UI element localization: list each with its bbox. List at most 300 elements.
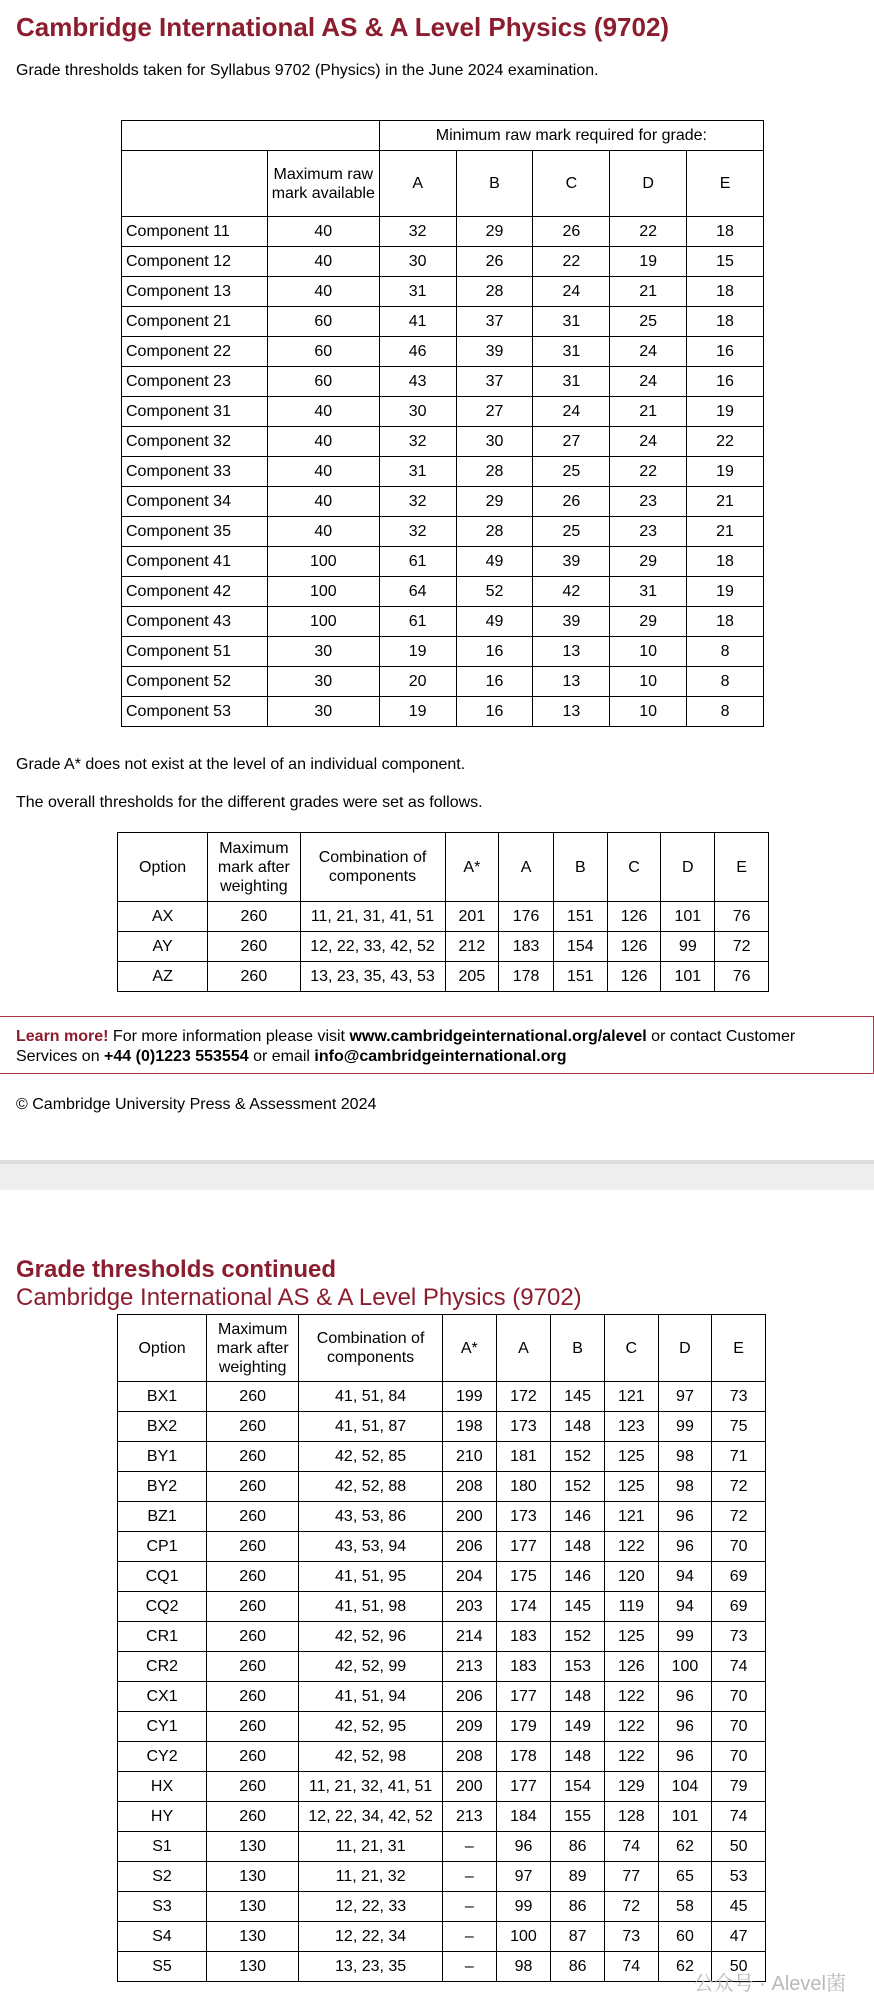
table-cell: S3: [118, 1892, 207, 1922]
table-cell: 18: [687, 307, 764, 337]
table-cell: 96: [496, 1832, 551, 1862]
table-cell: 18: [687, 547, 764, 577]
table-cell: 69: [712, 1562, 766, 1592]
table-cell: 86: [551, 1952, 605, 1982]
table-cell: 43: [379, 367, 456, 397]
grade-header: D: [610, 151, 687, 217]
table-cell: BX2: [118, 1412, 207, 1442]
table-cell: 22: [610, 217, 687, 247]
table-row: [122, 457, 764, 487]
table-cell: AX: [118, 902, 208, 932]
table-cell: 62: [658, 1832, 712, 1862]
table-cell: 19: [379, 697, 456, 727]
table-cell: 101: [658, 1802, 712, 1832]
table-cell: CR2: [118, 1652, 207, 1682]
table-cell: 183: [496, 1652, 551, 1682]
table-cell: 125: [604, 1472, 658, 1502]
table-cell: 208: [442, 1742, 496, 1772]
table-row: [122, 337, 764, 367]
table-cell: CQ2: [118, 1592, 207, 1622]
table-cell: 42, 52, 88: [299, 1472, 443, 1502]
table-cell: 22: [533, 247, 610, 277]
table-cell: 152: [551, 1472, 605, 1502]
column-header: Option: [118, 833, 208, 902]
table-cell: 126: [604, 1652, 658, 1682]
table-cell: 28: [456, 457, 533, 487]
table-cell: 40: [267, 247, 379, 277]
table-cell: 77: [604, 1862, 658, 1892]
table-cell: 62: [658, 1952, 712, 1982]
table-cell: Component 41: [122, 547, 268, 577]
column-header: Combination of components: [299, 1315, 443, 1382]
table-cell: S5: [118, 1952, 207, 1982]
overall-thresholds-table: [117, 832, 769, 992]
table-row: [118, 1682, 766, 1712]
column-header: A: [499, 833, 554, 902]
table-cell: 99: [658, 1412, 712, 1442]
table-cell: 13, 23, 35: [299, 1952, 443, 1982]
table-cell: 260: [207, 1472, 299, 1502]
info-text: or contact Customer Services on: [16, 1028, 796, 1065]
table-cell: 89: [551, 1862, 605, 1892]
table-row: [118, 1442, 766, 1472]
table-cell: 43, 53, 86: [299, 1502, 443, 1532]
column-header: A*: [442, 1315, 496, 1382]
table-cell: 177: [496, 1682, 551, 1712]
watermark-text: 公众号 · Alevel菌: [693, 1973, 846, 1995]
table-cell: 122: [604, 1742, 658, 1772]
table-cell: 21: [687, 487, 764, 517]
learn-more-label: Learn more!: [16, 1028, 109, 1045]
table-cell: 16: [687, 337, 764, 367]
table-cell: 260: [207, 1532, 299, 1562]
table-cell: 49: [456, 607, 533, 637]
table-cell: 45: [712, 1892, 766, 1922]
table-cell: 24: [610, 367, 687, 397]
table-cell: 40: [267, 457, 379, 487]
table-cell: CP1: [118, 1532, 207, 1562]
table-cell: 260: [207, 1682, 299, 1712]
table-cell: 209: [442, 1712, 496, 1742]
table-cell: 260: [207, 1652, 299, 1682]
table-cell: 101: [661, 902, 715, 932]
table-cell: Component 34: [122, 487, 268, 517]
table-cell: Component 43: [122, 607, 268, 637]
table-cell: 42, 52, 99: [299, 1652, 443, 1682]
table-cell: 43, 53, 94: [299, 1532, 443, 1562]
table-cell: 31: [533, 337, 610, 367]
table-cell: 126: [607, 932, 661, 962]
table-cell: 27: [456, 397, 533, 427]
table-cell: 94: [658, 1592, 712, 1622]
table-cell: 32: [379, 517, 456, 547]
table-cell: 199: [442, 1382, 496, 1412]
table-cell: BX1: [118, 1382, 207, 1412]
table-cell: 73: [712, 1622, 766, 1652]
table-cell: 50: [712, 1952, 766, 1982]
table-cell: 13: [533, 667, 610, 697]
table-cell: 148: [551, 1682, 605, 1712]
table-row: [118, 1502, 766, 1532]
table-cell: 125: [604, 1442, 658, 1472]
table-cell: 178: [499, 962, 554, 992]
table-cell: 122: [604, 1532, 658, 1562]
table-cell: AZ: [118, 962, 208, 992]
table-cell: 64: [379, 577, 456, 607]
table-cell: 58: [658, 1892, 712, 1922]
table-cell: 130: [207, 1862, 299, 1892]
table-cell: 101: [661, 962, 715, 992]
table-cell: 41, 51, 94: [299, 1682, 443, 1712]
table-row: [118, 1472, 766, 1502]
table-cell: 98: [658, 1442, 712, 1472]
table-cell: 151: [553, 902, 607, 932]
table-cell: 13, 23, 35, 43, 53: [300, 962, 445, 992]
column-header: C: [607, 833, 661, 902]
table-cell: AY: [118, 932, 208, 962]
table-cell: 27: [533, 427, 610, 457]
table-cell: 11, 21, 32: [299, 1862, 443, 1892]
table-cell: 25: [610, 307, 687, 337]
empty-corner-cell: [122, 121, 380, 151]
table-cell: 40: [267, 517, 379, 547]
table-cell: 19: [687, 577, 764, 607]
table-cell: 214: [442, 1622, 496, 1652]
table-cell: 30: [379, 397, 456, 427]
table-cell: 121: [604, 1502, 658, 1532]
table-cell: 96: [658, 1502, 712, 1532]
document-title: Cambridge International AS & A Level Physics (9702): [16, 12, 670, 42]
table-cell: 30: [456, 427, 533, 457]
table-cell: 180: [496, 1472, 551, 1502]
table-cell: 205: [445, 962, 499, 992]
table-cell: 94: [658, 1562, 712, 1592]
table-cell: BZ1: [118, 1502, 207, 1532]
table-cell: 206: [442, 1532, 496, 1562]
table-cell: 96: [658, 1532, 712, 1562]
table-cell: 21: [610, 397, 687, 427]
overall-header-row: [118, 833, 769, 902]
table-cell: 11, 21, 31: [299, 1832, 443, 1862]
table-cell: 24: [610, 337, 687, 367]
empty-name-header: [122, 151, 268, 217]
table-row: [118, 1862, 766, 1892]
table-cell: 11, 21, 31, 41, 51: [300, 902, 445, 932]
table-cell: Component 42: [122, 577, 268, 607]
table-row: [122, 577, 764, 607]
table-cell: 15: [687, 247, 764, 277]
website-link[interactable]: www.cambridgeinternational.org/alevel: [349, 1028, 647, 1045]
table-cell: 47: [712, 1922, 766, 1952]
table-cell: Component 13: [122, 277, 268, 307]
table-cell: 50: [712, 1832, 766, 1862]
table-cell: 29: [456, 217, 533, 247]
table-cell: 40: [267, 397, 379, 427]
table-cell: 39: [533, 607, 610, 637]
table-cell: 40: [267, 427, 379, 457]
table-cell: 154: [553, 932, 607, 962]
table-cell: 153: [551, 1652, 605, 1682]
table-cell: CR1: [118, 1622, 207, 1652]
table-cell: 37: [456, 367, 533, 397]
table-cell: 96: [658, 1682, 712, 1712]
page-2: [0, 1190, 874, 2012]
table-cell: 86: [551, 1892, 605, 1922]
table-cell: Component 32: [122, 427, 268, 457]
table-cell: 213: [442, 1802, 496, 1832]
table-cell: CY2: [118, 1742, 207, 1772]
continued-title: Grade thresholds continued: [16, 1256, 337, 1283]
table-cell: 86: [551, 1832, 605, 1862]
table-cell: 173: [496, 1502, 551, 1532]
table-cell: 65: [658, 1862, 712, 1892]
learn-more-box: [0, 1016, 874, 1074]
table-cell: 71: [712, 1442, 766, 1472]
table-cell: 154: [551, 1772, 605, 1802]
component-table-body: [122, 217, 764, 727]
table-cell: 8: [687, 637, 764, 667]
table-cell: Component 51: [122, 637, 268, 667]
table-cell: S4: [118, 1922, 207, 1952]
table-cell: 25: [533, 517, 610, 547]
table-cell: 96: [658, 1742, 712, 1772]
grade-header: E: [687, 151, 764, 217]
table-cell: 19: [379, 637, 456, 667]
table-cell: 152: [551, 1442, 605, 1472]
table-cell: Component 22: [122, 337, 268, 367]
table-cell: Component 52: [122, 667, 268, 697]
table-cell: 210: [442, 1442, 496, 1472]
table-cell: 16: [456, 697, 533, 727]
table-cell: 60: [658, 1922, 712, 1952]
table-row: [118, 1802, 766, 1832]
table-cell: 42: [533, 577, 610, 607]
table-cell: 149: [551, 1712, 605, 1742]
table-cell: 74: [712, 1652, 766, 1682]
table-cell: CQ1: [118, 1562, 207, 1592]
column-header: Option: [118, 1315, 207, 1382]
table-cell: 126: [607, 902, 661, 932]
table-row: [118, 1562, 766, 1592]
table-cell: 25: [533, 457, 610, 487]
table-cell: 46: [379, 337, 456, 367]
table-row: [118, 1952, 766, 1982]
table-cell: S2: [118, 1862, 207, 1892]
table-cell: 183: [496, 1622, 551, 1652]
table-cell: 21: [687, 517, 764, 547]
table-row: [118, 1592, 766, 1622]
table-cell: Component 35: [122, 517, 268, 547]
table-cell: HY: [118, 1802, 207, 1832]
overall-table-body: [118, 902, 769, 992]
table-cell: 29: [610, 547, 687, 577]
table-cell: 70: [712, 1682, 766, 1712]
table-cell: 49: [456, 547, 533, 577]
column-header: Combination of components: [300, 833, 445, 902]
table-cell: 146: [551, 1562, 605, 1592]
table-cell: Component 23: [122, 367, 268, 397]
table-cell: 16: [456, 667, 533, 697]
table-cell: 30: [267, 697, 379, 727]
table-row: [118, 902, 769, 932]
table-cell: S1: [118, 1832, 207, 1862]
table-cell: 172: [496, 1382, 551, 1412]
overall-note: The overall thresholds for the different grades were set as follows.: [16, 794, 483, 811]
table-cell: CY1: [118, 1712, 207, 1742]
table-row: [118, 1412, 766, 1442]
table-cell: 146: [551, 1502, 605, 1532]
table-cell: 41, 51, 98: [299, 1592, 443, 1622]
table-cell: 70: [712, 1532, 766, 1562]
table-cell: 260: [208, 902, 300, 932]
table-cell: 72: [712, 1472, 766, 1502]
table-cell: CX1: [118, 1682, 207, 1712]
table-cell: 26: [533, 217, 610, 247]
table-cell: 42, 52, 95: [299, 1712, 443, 1742]
table-cell: 260: [207, 1592, 299, 1622]
table-row: [122, 487, 764, 517]
table-cell: 42, 52, 98: [299, 1742, 443, 1772]
info-text: or email: [248, 1048, 315, 1065]
table-cell: 126: [607, 962, 661, 992]
table-cell: 8: [687, 667, 764, 697]
table-cell: 70: [712, 1712, 766, 1742]
table-cell: 175: [496, 1562, 551, 1592]
table-cell: 99: [658, 1622, 712, 1652]
astar-note: Grade A* does not exist at the level of an individual component.: [16, 756, 466, 773]
table-cell: 73: [604, 1922, 658, 1952]
table-cell: 19: [610, 247, 687, 277]
page-separator: [0, 1160, 874, 1190]
table-cell: 61: [379, 607, 456, 637]
table-cell: 13: [533, 637, 610, 667]
copyright-text: © Cambridge University Press & Assessment 2024: [16, 1096, 377, 1113]
table-cell: 130: [207, 1922, 299, 1952]
table-cell: 19: [687, 397, 764, 427]
column-header: C: [604, 1315, 658, 1382]
table-cell: 32: [379, 487, 456, 517]
table-cell: 41, 51, 95: [299, 1562, 443, 1592]
table-cell: 208: [442, 1472, 496, 1502]
table-cell: 198: [442, 1412, 496, 1442]
table-row: [122, 427, 764, 457]
email-link[interactable]: info@cambridgeinternational.org: [314, 1048, 567, 1065]
table-cell: 10: [610, 667, 687, 697]
table-cell: 31: [379, 457, 456, 487]
table-cell: 200: [442, 1502, 496, 1532]
table-cell: 128: [604, 1802, 658, 1832]
table-cell: 260: [207, 1742, 299, 1772]
table-row: [122, 217, 764, 247]
column-header: E: [715, 833, 769, 902]
table-cell: 174: [496, 1592, 551, 1622]
table-cell: 26: [456, 247, 533, 277]
table-cell: Component 31: [122, 397, 268, 427]
option-thresholds-table: [117, 1314, 766, 1982]
table-cell: 41, 51, 84: [299, 1382, 443, 1412]
table-cell: 72: [604, 1892, 658, 1922]
table-cell: 99: [496, 1892, 551, 1922]
table-cell: 181: [496, 1442, 551, 1472]
table-cell: 60: [267, 337, 379, 367]
table-row: [122, 397, 764, 427]
table-cell: 96: [658, 1712, 712, 1742]
table-cell: 260: [207, 1412, 299, 1442]
table-row: [122, 307, 764, 337]
table-cell: 30: [267, 667, 379, 697]
table-cell: –: [442, 1922, 496, 1952]
table-cell: 69: [712, 1592, 766, 1622]
table-cell: 120: [604, 1562, 658, 1592]
table-cell: 148: [551, 1742, 605, 1772]
table-cell: 260: [208, 962, 300, 992]
table-row: [118, 1832, 766, 1862]
column-header: D: [661, 833, 715, 902]
table-row: [122, 667, 764, 697]
table-cell: 100: [267, 577, 379, 607]
table-cell: 42, 52, 85: [299, 1442, 443, 1472]
grade-header: A: [379, 151, 456, 217]
table-cell: 70: [712, 1742, 766, 1772]
option-header-row: [118, 1315, 766, 1382]
table-cell: 125: [604, 1622, 658, 1652]
table-cell: 61: [379, 547, 456, 577]
table-cell: 31: [610, 577, 687, 607]
table-row: [118, 1892, 766, 1922]
column-header: B: [553, 833, 607, 902]
table-cell: 122: [604, 1712, 658, 1742]
table-cell: 100: [496, 1922, 551, 1952]
table-cell: 213: [442, 1652, 496, 1682]
table-cell: 206: [442, 1682, 496, 1712]
table-cell: Component 11: [122, 217, 268, 247]
table-row: [118, 1922, 766, 1952]
table-row: [118, 1622, 766, 1652]
table-cell: 260: [207, 1772, 299, 1802]
table-cell: 74: [712, 1802, 766, 1832]
table-cell: 8: [687, 697, 764, 727]
table-cell: 100: [267, 547, 379, 577]
table-cell: 60: [267, 307, 379, 337]
table-row: [118, 962, 769, 992]
table-cell: 179: [496, 1712, 551, 1742]
table-cell: 24: [533, 277, 610, 307]
table-cell: 119: [604, 1592, 658, 1622]
table-cell: 79: [712, 1772, 766, 1802]
table-cell: 19: [687, 457, 764, 487]
table-cell: 24: [533, 397, 610, 427]
table-cell: 76: [715, 902, 769, 932]
table-cell: 74: [604, 1832, 658, 1862]
table-row: [118, 1382, 766, 1412]
table-cell: 173: [496, 1412, 551, 1442]
table-cell: 97: [658, 1382, 712, 1412]
table-cell: 129: [604, 1772, 658, 1802]
table-cell: 176: [499, 902, 554, 932]
column-header: E: [712, 1315, 766, 1382]
table-cell: 130: [207, 1832, 299, 1862]
table-cell: 11, 21, 32, 41, 51: [299, 1772, 443, 1802]
table-cell: 40: [267, 217, 379, 247]
table-cell: 260: [207, 1712, 299, 1742]
table-cell: 74: [604, 1952, 658, 1982]
table-cell: 98: [658, 1472, 712, 1502]
table-row: [122, 637, 764, 667]
table-cell: 72: [715, 932, 769, 962]
table-cell: 10: [610, 637, 687, 667]
table-cell: 29: [610, 607, 687, 637]
table-cell: 20: [379, 667, 456, 697]
